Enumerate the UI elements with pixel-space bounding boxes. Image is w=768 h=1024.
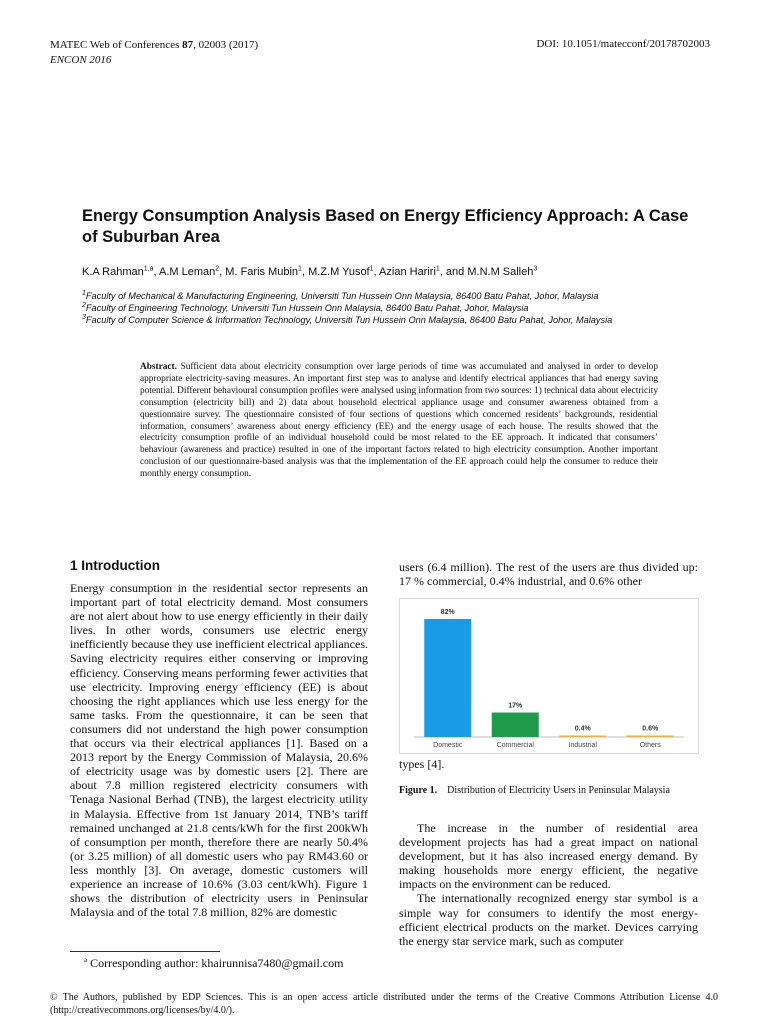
author-name: M.N.M Salleh [467,266,534,278]
data-label-domestic: 82% [440,609,455,616]
data-label-others: 0.6% [642,725,659,733]
body-paragraph: Energy consumption in the residential sector represents an important part of total electricity demand. Most consumers are not alert about how to use energy efficiently in their daily lives. In other words, consumers use electric energy inefficiently because they use inefficient electrical appliances. Saving electricity requires either conserving or improving efficiency. Conserving means performing fewer activities that use electricity. Improving energy efficiency (EE) is about choosing the right appliances which use less energy for the same tasks. From the questionnaire, it can be seen that consumers did not understand the high power consumption that occurs via their electrical appliances [1]. Based on a 2013 report by the Energy Commission of Malaysia, 20.6% of electricity usage was by domestic users [2]. There are about 7.8 million registered electricity consumers with Tenaga Nasional Berhad (TNB), the largest electricity utility in Malaysia. Effective from 1st January 2014, TNB’s tariff remained unchanged at 21.8 cents/kWh for the first 200kWh of consumption per month, therefore there are nearly 50.4% (or 3.25 million) of all domestic users who pay RM43.60 or less monthly [3]. On average, domestic customers will experience an increase of 10.6% (3.03 cent/kWh). Figure 1 shows the distribution of electricity users in Peninsular Malaysia and of the total 7.8 million, 82% are domestic [70,581,368,920]
author-name: M.Z.M Yusof [308,266,370,278]
paper-title: Energy Consumption Analysis Based on Energy Efficiency Approach: A Case of Suburban Area [82,207,689,246]
conference-name: ENCON 2016 [50,54,112,66]
body-paragraph-continued: types [4]. [399,757,445,771]
right-column-top [399,560,698,588]
author-affil-mark: 1 [435,265,440,273]
license-notice: © The Authors, published by EDP Sciences. This is an open access article distributed under the terms of the Creative Commons Attribution License 4.0 (http://creativecommons.org/licenses/by/4.0/). [50,992,718,1016]
body-paragraph: The internationally recognized energy star symbol is a simple way for consumers to identify the most energy-efficient electrical products on the market. Devices carrying the energy star service mark, such as computer [399,891,698,948]
bar-commercial [492,713,539,737]
bar-chart [400,599,698,753]
author-affil-mark: 2 [215,265,220,273]
author-affil-mark: 1 [298,265,302,273]
author-affil-mark: 1 [369,265,374,273]
affiliation-number: 2 [82,301,86,309]
abstract-label: Abstract. [140,362,177,372]
affiliations [82,290,612,326]
footnote [84,956,343,971]
tick-label-commercial: Commercial [496,742,534,749]
tick-label-industrial: Industrial [568,742,597,749]
author-affil-mark: 3 [533,265,538,273]
author-name: K.A Rahman [82,266,144,278]
right-column-bottom [399,821,698,948]
affiliation-number: 3 [82,313,86,321]
author-name: Azian Hariri [379,266,436,278]
running-header-left [50,38,258,68]
doi-text[interactable]: DOI: 10.1051/matecconf/20178702003 [536,38,710,50]
footnote-mark: a [84,956,88,964]
volume-number: 87 [182,39,194,51]
bar-domestic [424,619,471,737]
footnote-divider [70,951,220,952]
tick-label-others: Others [639,742,661,749]
figure-caption-text: Distribution of Electricity Users in Peninsular Malaysia [447,785,670,796]
footnote-text: Corresponding author: khairunnisa7480@gmail.com [90,956,344,970]
left-column [70,558,368,919]
affiliation-item [82,290,612,302]
journal-name: MATEC Web of Conferences [50,39,183,51]
author-list: K.A Rahman$^{1,a}$, A.M Leman$^2$, M. Faris Mubin$^1$, M.Z.M Yusof$^1$, Azian Hariri$^1$, and M.N.M Salleh$^3$ [82,265,538,278]
data-label-industrial: 0.4% [574,725,591,733]
affiliation-text: Faculty of Engineering Technology, Universiti Tun Hussein Onn Malaysia, 86400 Batu Pahat, Johor, Malaysia [85,303,529,313]
abstract [140,362,658,481]
body-paragraph: users (6.4 million). The rest of the users are thus divided up: 17 % commercial, 0.4% industrial, and 0.6% other [399,560,698,589]
affiliation-text: Faculty of Mechanical & Manufacturing Engineering, Universiti Tun Hussein Onn Malaysia, 86400 Batu Pahat, Johor, Malaysia [85,291,599,301]
data-label-commercial: 17% [508,702,523,710]
author-name: M. Faris Mubin [225,266,299,278]
author-name: A.M Leman [159,266,216,278]
affiliation-item [82,314,612,326]
figure-1-caption [399,785,698,797]
figure-label: Figure 1. [399,785,438,796]
section-heading-introduction: 1 Introduction [70,558,160,573]
figure-1-chart [399,598,699,754]
affiliation-text: Faculty of Computer Science & Information Technology, Universiti Tun Hussein Onn Malaysia, 86400 Batu Pahat, Johor, Malaysia [85,315,613,325]
article-number: , 02003 (2017) [193,39,259,51]
bar-others [627,736,674,738]
abstract-text: Sufficient data about electricity consumption over large periods of time was accumulated and analysed in order to develop appropriate electricity-saving measures. An important first step was to analyse and identify electrical appliances that had energy saving potential. Different behavioural consumption profiles were analysed using information from two sources: 1) technical data about electricity consumption (electricity bill) and 2) data about household electrical appliance usage and consumer awareness obtained from a questionnaire survey. The questionnaire consisted of four sections of questions which concerned residents’ backgrounds, residential information, consumers’ awareness about energy efficiency (EE) and the energy usage of each house. The results showed that the electricity consumption profile of an individual household could be most related to the EE approach. It indicated that consumers’ behaviour (awareness and practice) resulted in one of the important factors related to high electricity consumption. Another important conclusion of our questionnaire-based analysis was that the implementation of the EE approach could help the consumer to reduce their monthly energy consumption. [140,362,658,480]
affiliation-number: 1 [82,289,86,297]
author-affil-mark: 1,a [143,265,154,273]
body-paragraph: The increase in the number of residential area development projects has had a great impact on national development, but it has also increased energy demand. By making households more energy efficient, the negative impacts on the environment can be reduced. [399,821,698,892]
affiliation-item [82,302,612,314]
bar-industrial [559,736,606,738]
tick-label-domestic: Domestic [433,742,463,749]
